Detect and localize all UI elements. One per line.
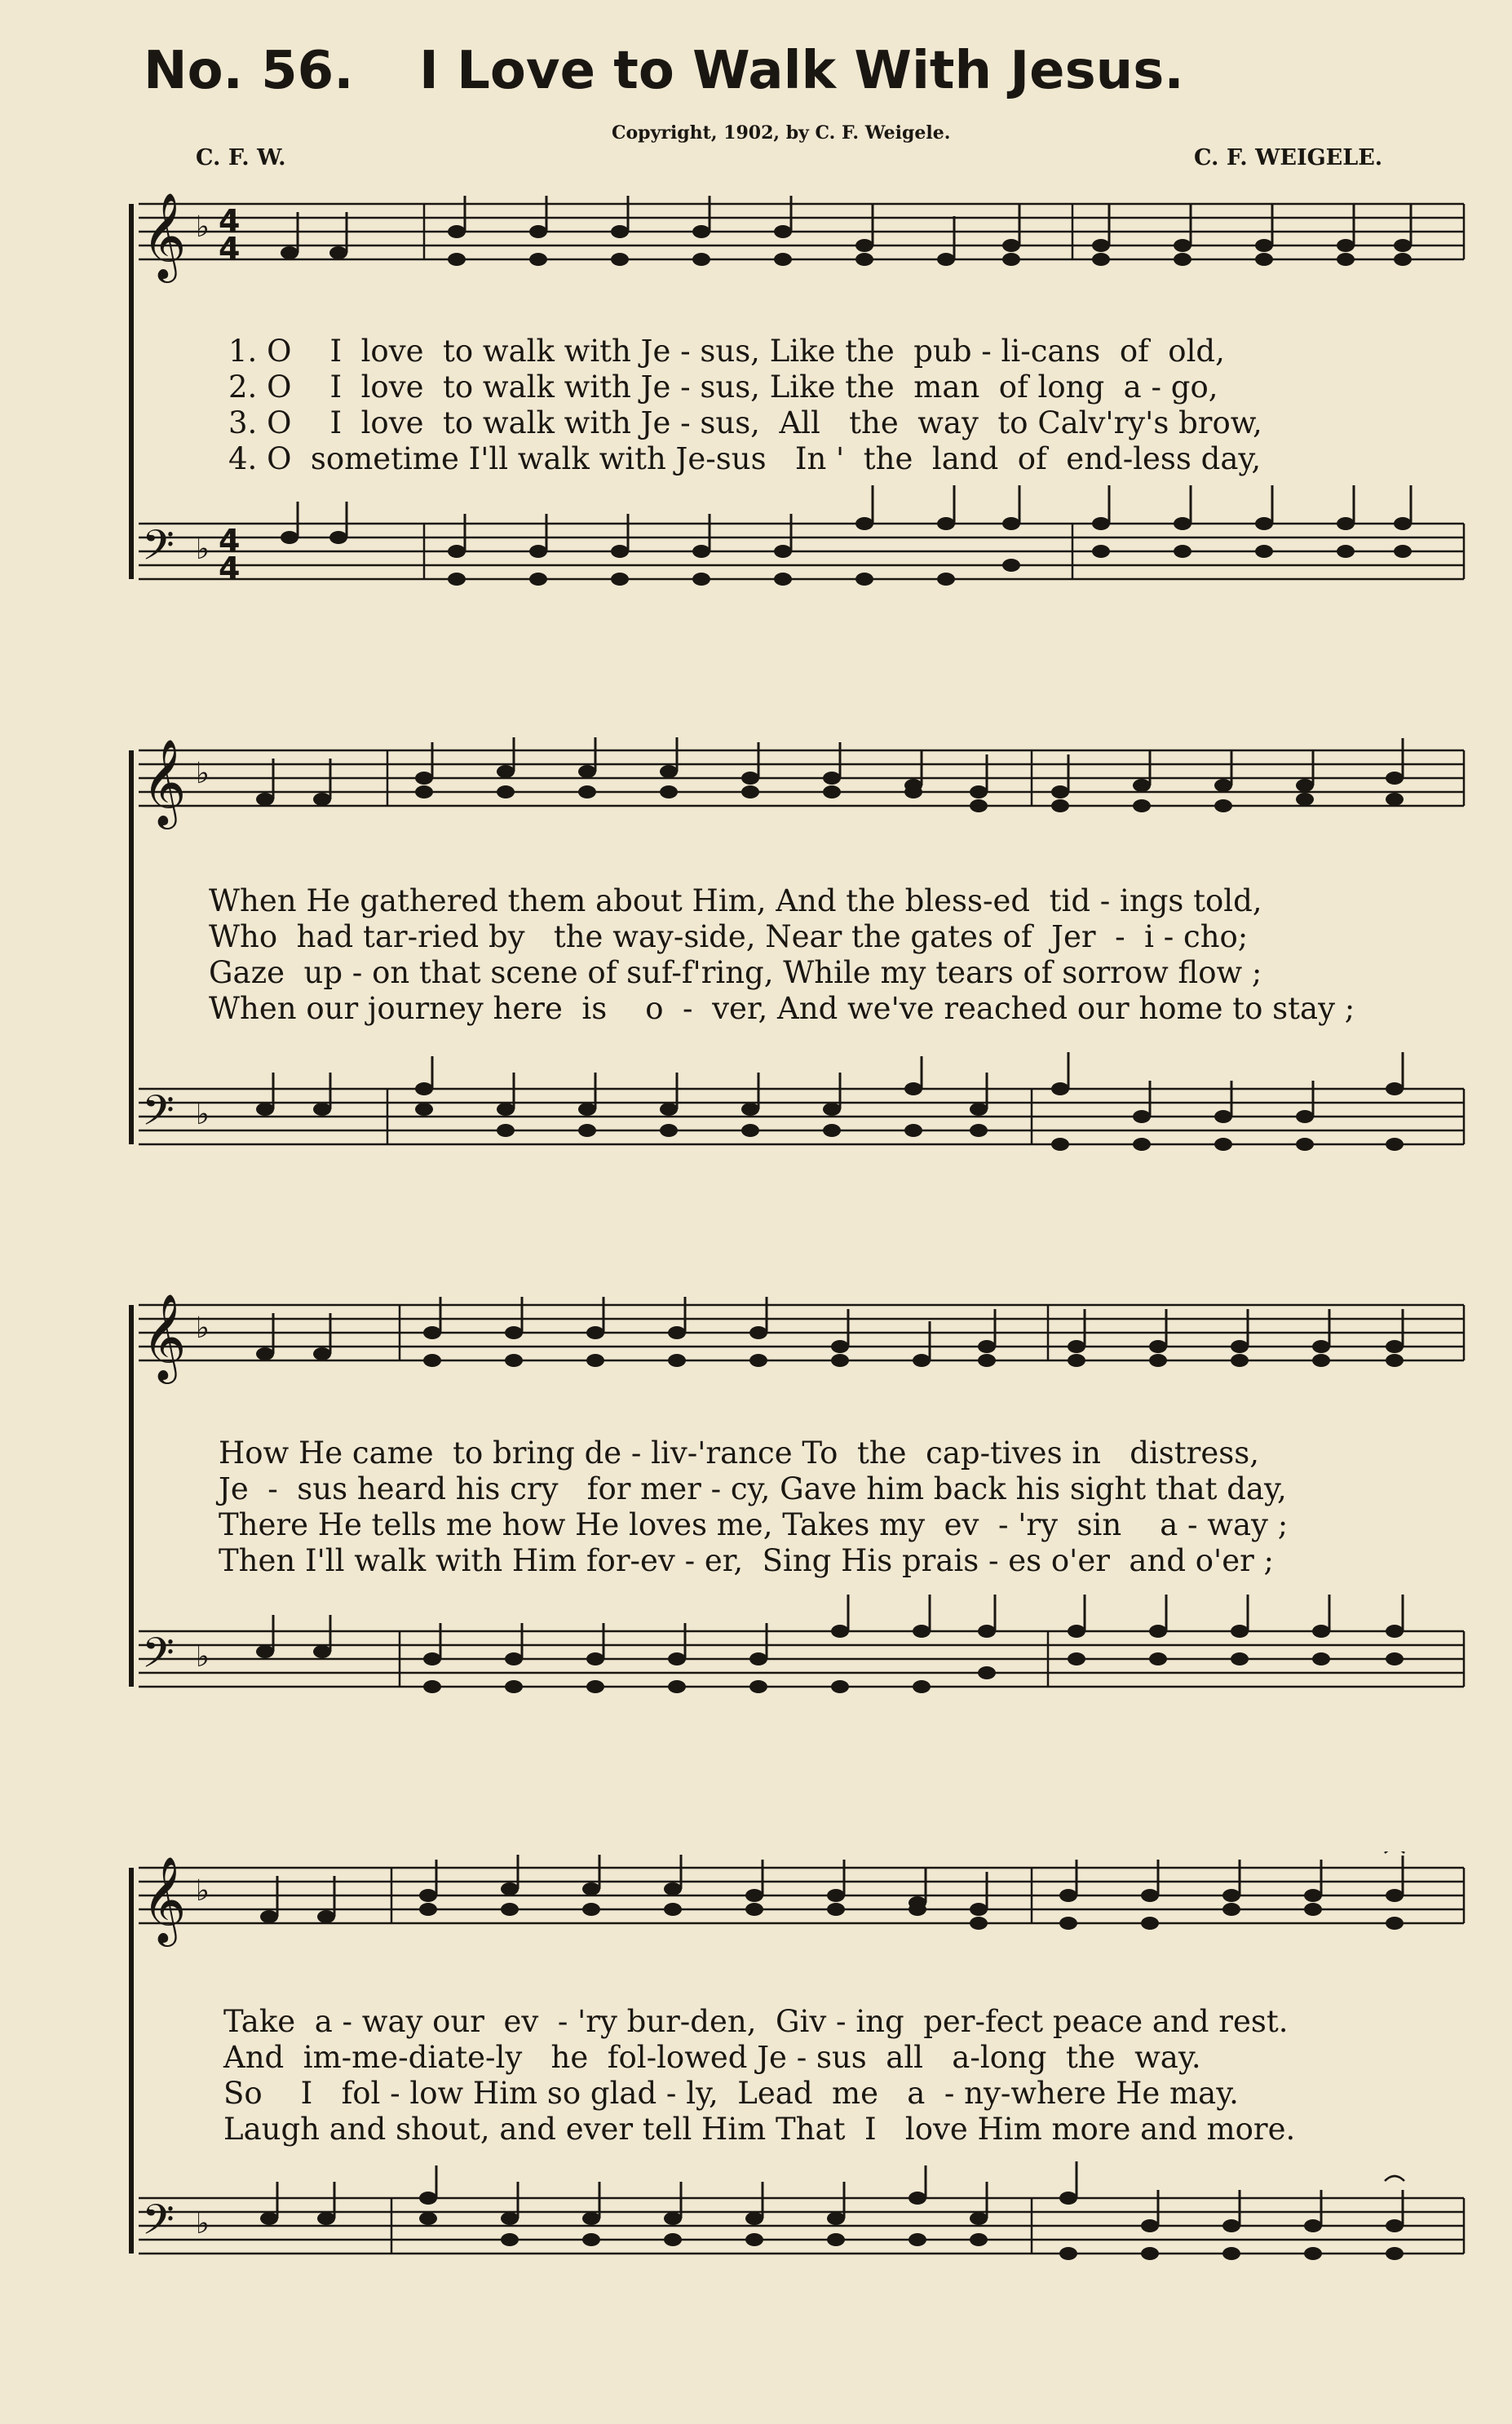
lyric-verse-3: Gaze up - on that scene of suf-f'ring, While my tears of sorrow flow ; [209, 955, 1262, 990]
svg-text:𝄞: 𝄞 [142, 1293, 187, 1380]
svg-text:♭: ♭ [196, 1312, 210, 1345]
svg-text:𝄢: 𝄢 [142, 1086, 175, 1145]
svg-text:𝄢: 𝄢 [142, 520, 175, 580]
lyric-verse-2: 2. O I love to walk with Je - sus, Like the man of long a - go, [228, 369, 1218, 405]
music-system-4 [122, 1851, 1468, 2308]
music-system-3 [122, 1289, 1468, 1745]
svg-text:♭: ♭ [196, 533, 210, 566]
lyric-verse-2: And im-me-diate-ly he fol-lowed Je - sus all a-long the way. [223, 2040, 1201, 2075]
music-system-2 [122, 734, 1468, 1191]
lyric-verse-2: Je - sus heard his cry for mer - cy, Gave him back his sight that day, [219, 1471, 1287, 1506]
svg-text:𝄢: 𝄢 [142, 1628, 175, 1688]
lyric-verse-3: So I fol - low Him so glad - ly, Lead me a - ny-where He may. [223, 2076, 1239, 2111]
svg-text:♭: ♭ [196, 2207, 210, 2240]
svg-text:♭: ♭ [196, 1640, 210, 1674]
lyric-verse-4: Laugh and shout, and ever tell Him That I love Him more and more. [223, 2112, 1296, 2147]
hymn-title: I Love to Walk With Jesus. [419, 41, 1184, 101]
svg-text:♭: ♭ [196, 757, 210, 790]
lyric-verse-3: 3. O I love to walk with Je - sus, All the way to Calv'ry's brow, [228, 405, 1262, 440]
hymn-number: No. 56. [144, 41, 354, 101]
lyric-verse-4: 4. O sometime I'll walk with Je-sus In ' the land of end-less day, [228, 441, 1262, 476]
bass-time-signature-top: 4 [219, 523, 241, 559]
svg-text:𝄢: 𝄢 [142, 2195, 175, 2254]
lyric-verse-4: When our journey here is o - ver, And we've reached our home to stay ; [209, 991, 1355, 1026]
lyric-verse-1: How He came to bring de - liv-'rance To the cap-tives in distress, [219, 1435, 1259, 1471]
svg-text:𝄞: 𝄞 [142, 1856, 187, 1943]
time-signature-bottom: 4 [219, 231, 241, 267]
svg-text:𝄞: 𝄞 [142, 192, 187, 279]
lyric-verse-2: Who had tar-ried by the way-side, Near the gates of Jer - i - cho; [209, 919, 1249, 954]
bass-time-signature-bottom: 4 [219, 551, 241, 586]
lyric-verse-1: 1. O I love to walk with Je - sus, Like the pub - li-cans of old, [228, 334, 1225, 369]
svg-text:♭: ♭ [196, 1874, 210, 1908]
lyric-verse-4: Then I'll walk with Him for-ev - er, Sing His prais - es o'er and o'er ; [219, 1543, 1275, 1578]
lyric-verse-1: Take a - way our ev - 'ry bur-den, Giv - ing per-fect peace and rest. [223, 2004, 1289, 2039]
lyric-verse-3: There He tells me how He loves me, Takes my ev - 'ry sin a - way ; [219, 1507, 1289, 1542]
lyricist-credit: C. F. W. [196, 145, 286, 170]
svg-text:♭: ♭ [196, 210, 210, 244]
copyright-notice: Copyright, 1902, by C. F. Weigele. [612, 122, 951, 144]
title-row [144, 41, 1448, 114]
lyric-verse-1: When He gathered them about Him, And the bless-ed tid - ings told, [209, 883, 1262, 918]
time-signature-top: 4 [219, 203, 241, 239]
svg-text:♭: ♭ [196, 1098, 210, 1131]
composer-credit: C. F. WEIGELE. [1194, 145, 1383, 170]
music-system-1 [122, 179, 1468, 636]
svg-text:𝄞: 𝄞 [142, 738, 187, 825]
